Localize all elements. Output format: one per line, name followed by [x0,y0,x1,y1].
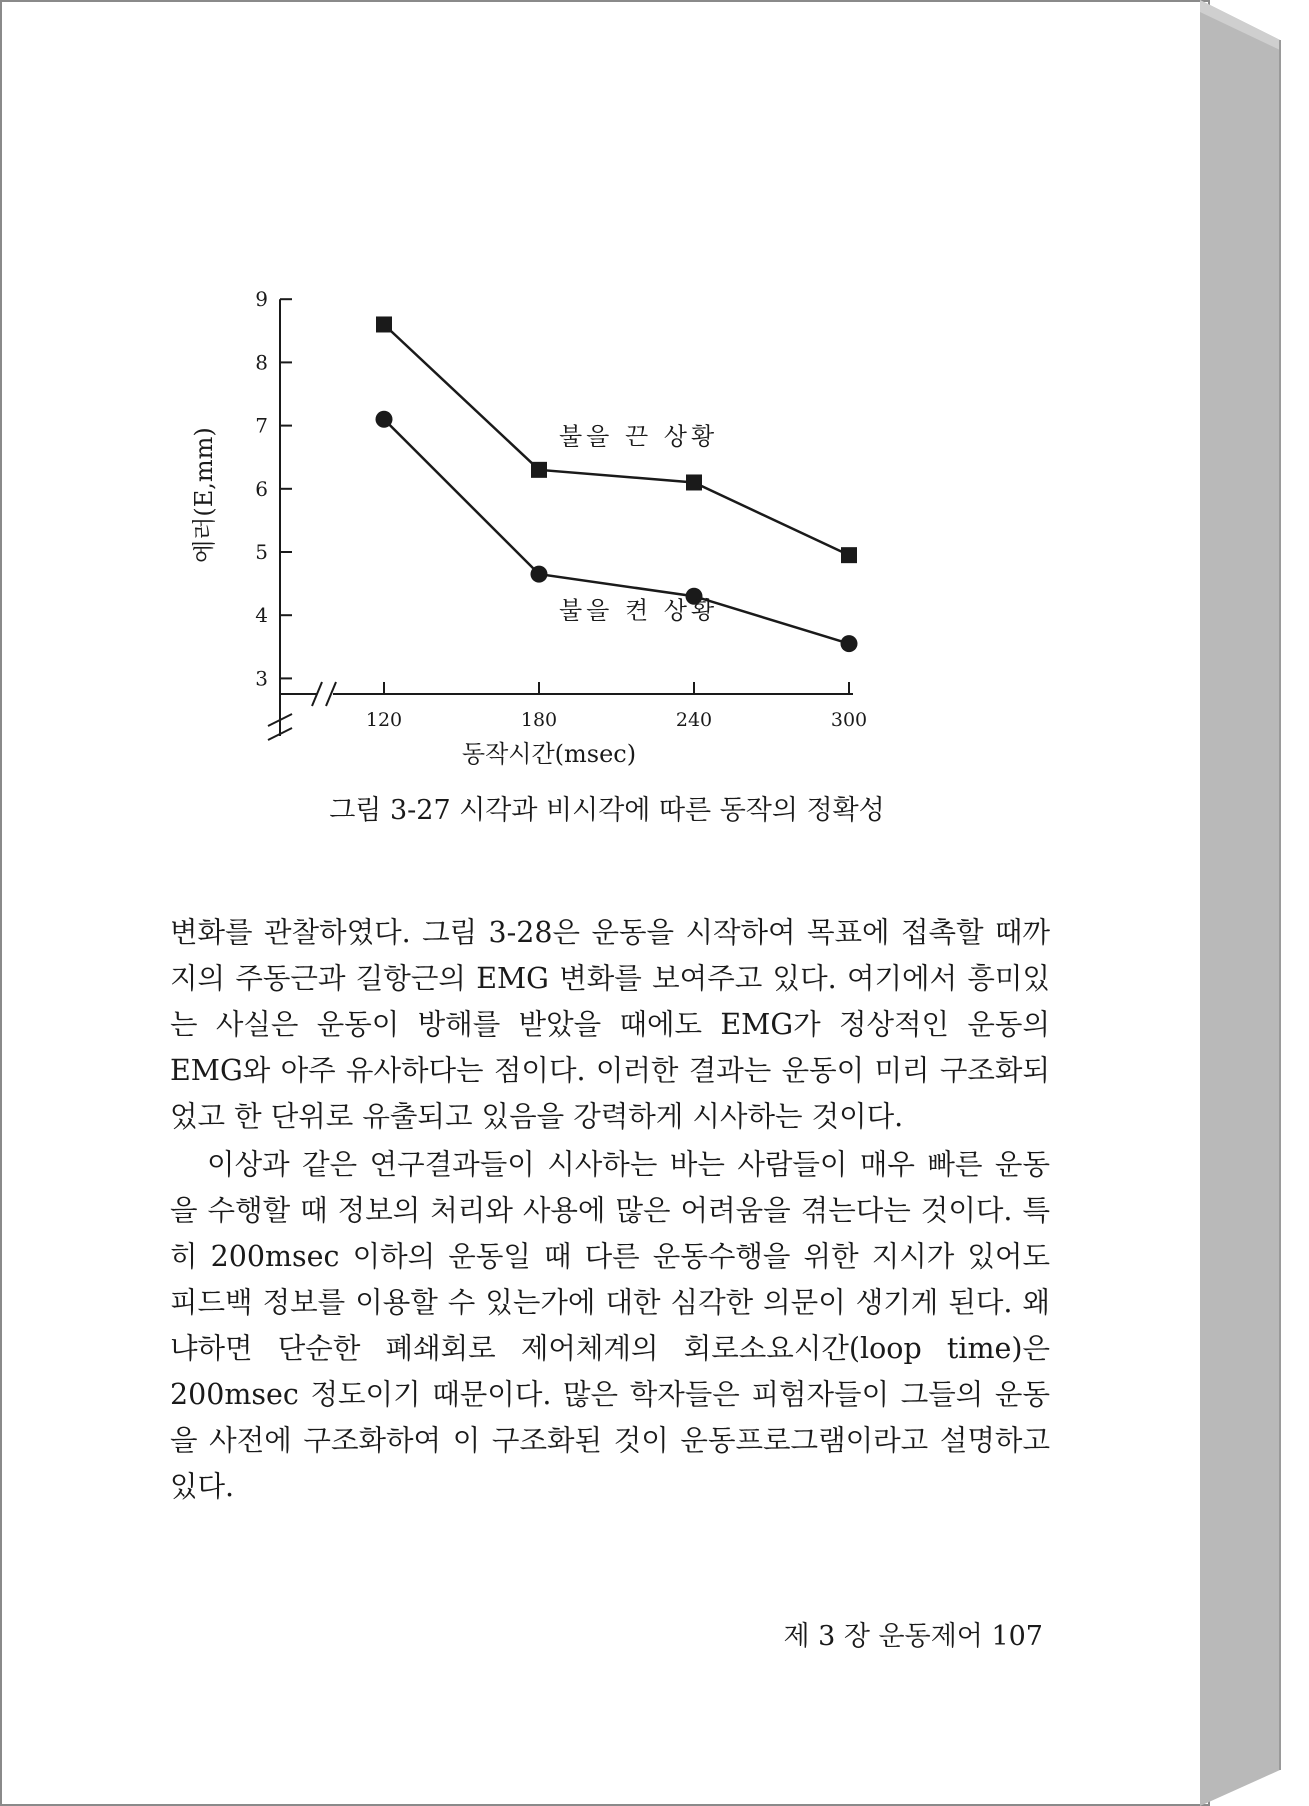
y-tick-label: 9 [255,287,268,312]
y-tick-label: 8 [255,350,268,375]
x-tick-label: 180 [520,709,558,731]
x-tick-label: 300 [830,709,868,731]
paragraph-1: 변화를 관찰하였다. 그림 3-28은 운동을 시작하여 목표에 접촉할 때까지의 주동근과 길항근의 EMG 변화를 보여주고 있다. 여기에서 흥미있는 사실은 운동이 방해를 받았을 때에도 EMG가 정상적인 운동의 EMG와 아주 유사하다는 점이다. 이러한 결과는 운동이 미리 구조화되었고 한 단위로 유출되고 있음을 강력하게 시사하는 것이다. [170,916,1050,1133]
paragraph-2: 이상과 같은 연구결과들이 시사하는 바는 사람들이 매우 빠른 운동을 수행할 때 정보의 처리와 사용에 많은 어려움을 겪는다는 것이다. 특히 200msec 이하의 운동일 때 다른 운동수행을 위한 지시가 있어도 피드백 정보를 이용할 수 있는가에 대한 심각한 의문이 생기게 된다. 왜냐하면 단순한 폐쇄회로 제어체계의 회로소요시간(loop time)은 200msec 정도이기 때문이다. 많은 학자들은 피험자들이 그들의 운동을 사전에 구조화하여 이 구조화된 것이 운동프로그램이라고 설명하고 있다. [170,1148,1050,1503]
data-point-square [531,462,547,478]
book-spine [1200,0,1309,1806]
series-label: 불을 끈 상황 [559,422,719,451]
y-tick-label: 4 [255,603,268,628]
page-footer: 제 3 장 운동제어 107 [783,1621,1043,1652]
data-point-circle [376,411,393,428]
x-axis-label: 동작시간(msec) [461,740,637,768]
data-point-square [376,316,392,332]
body-text [170,910,1050,1510]
data-point-circle [841,635,858,652]
y-tick-label: 3 [255,666,268,691]
error-chart [192,142,1052,802]
y-tick-label: 7 [255,413,268,438]
y-tick-label: 5 [255,540,268,564]
data-point-square [686,474,702,490]
y-axis-label: 에러(E,mm) [192,427,218,564]
chart-svg [192,142,1052,802]
series-label: 불을 켠 상황 [559,596,719,625]
y-tick-label: 6 [255,476,268,501]
data-point-circle [531,566,548,583]
figure-caption: 그림 3-27 시각과 비시각에 따른 동작의 정확성 [329,795,885,826]
x-tick-label: 120 [365,709,403,731]
x-tick-label: 240 [675,709,713,731]
data-point-square [841,547,857,563]
